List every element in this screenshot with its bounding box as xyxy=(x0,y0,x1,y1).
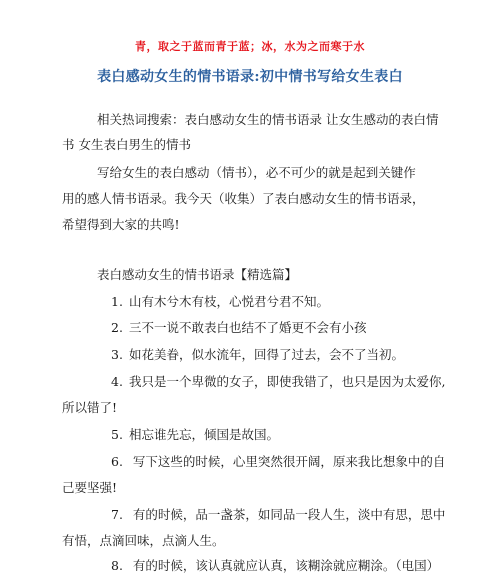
intro-paragraph-line: 希望得到大家的共鸣! xyxy=(62,217,180,232)
list-item xyxy=(0,374,500,390)
list-item-text: 有的时候，该认真就应认真，该糊涂就应糊涂。（电国） xyxy=(128,558,440,573)
list-item xyxy=(0,454,500,470)
list-item-text: 山有木兮木有枝，心悦君兮君不知。 xyxy=(128,294,329,309)
intro-paragraph-line: 用的感人情书语录。我今天（收集）了表白感动女生的情书语录， xyxy=(62,191,425,206)
motto-header: 青，取之于蓝而青于蓝；冰，水为之而寒于水 xyxy=(135,40,365,53)
list-item-text: 如花美眷，似水流年，回得了过去，会不了当初。 xyxy=(128,347,404,362)
list-item-text: 我只是一个卑微的女子，即使我错了，也只是因为太爱你, xyxy=(128,374,446,389)
list-item xyxy=(0,427,500,443)
list-item-number: 6. xyxy=(111,454,123,469)
list-item-number: 7. xyxy=(111,507,123,522)
list-item-continuation: 己要坚强! xyxy=(62,480,118,495)
list-item xyxy=(0,507,500,523)
list-item xyxy=(0,320,500,336)
list-item-number: 1. xyxy=(111,294,123,309)
list-item-text: 相忘谁先忘，倾国是故国。 xyxy=(128,427,279,442)
list-item xyxy=(0,347,500,363)
list-item-number: 4. xyxy=(111,374,123,389)
list-item-number: 3. xyxy=(111,347,123,362)
list-item xyxy=(0,558,500,574)
list-item-continuation: 有悟，点滴回味，点滴人生。 xyxy=(62,533,225,548)
list-item-number: 2. xyxy=(111,320,123,335)
list-item-continuation: 所以错了! xyxy=(62,400,118,415)
list-item-text: 有的时候，品一盏茶，如同品一段人生，淡中有思，思中 xyxy=(128,507,446,522)
intro-paragraph-line: 写给女生的表白感动（情书），必不可少的就是起到关键作 xyxy=(97,165,416,180)
list-item-number: 5. xyxy=(111,427,123,442)
list-item-text: 写下这些的时候，心里突然很开阔，原来我比想象中的自 xyxy=(128,454,446,469)
keywords-line: 书 女生表白男生的情书 xyxy=(62,137,191,152)
page-title: 表白感动女生的情书语录:初中情书写给女生表白 xyxy=(97,69,403,85)
list-item-number: 8. xyxy=(111,558,123,573)
section-heading: 表白感动女生的情书语录【精选篇】 xyxy=(97,267,298,282)
keywords-line: 相关热词搜索：表白感动女生的情书语录 让女生感动的表白情 xyxy=(97,112,439,127)
list-item-text: 三不一说不敢表白也结不了婚更不会有小孩 xyxy=(128,320,367,335)
list-item xyxy=(0,294,500,310)
